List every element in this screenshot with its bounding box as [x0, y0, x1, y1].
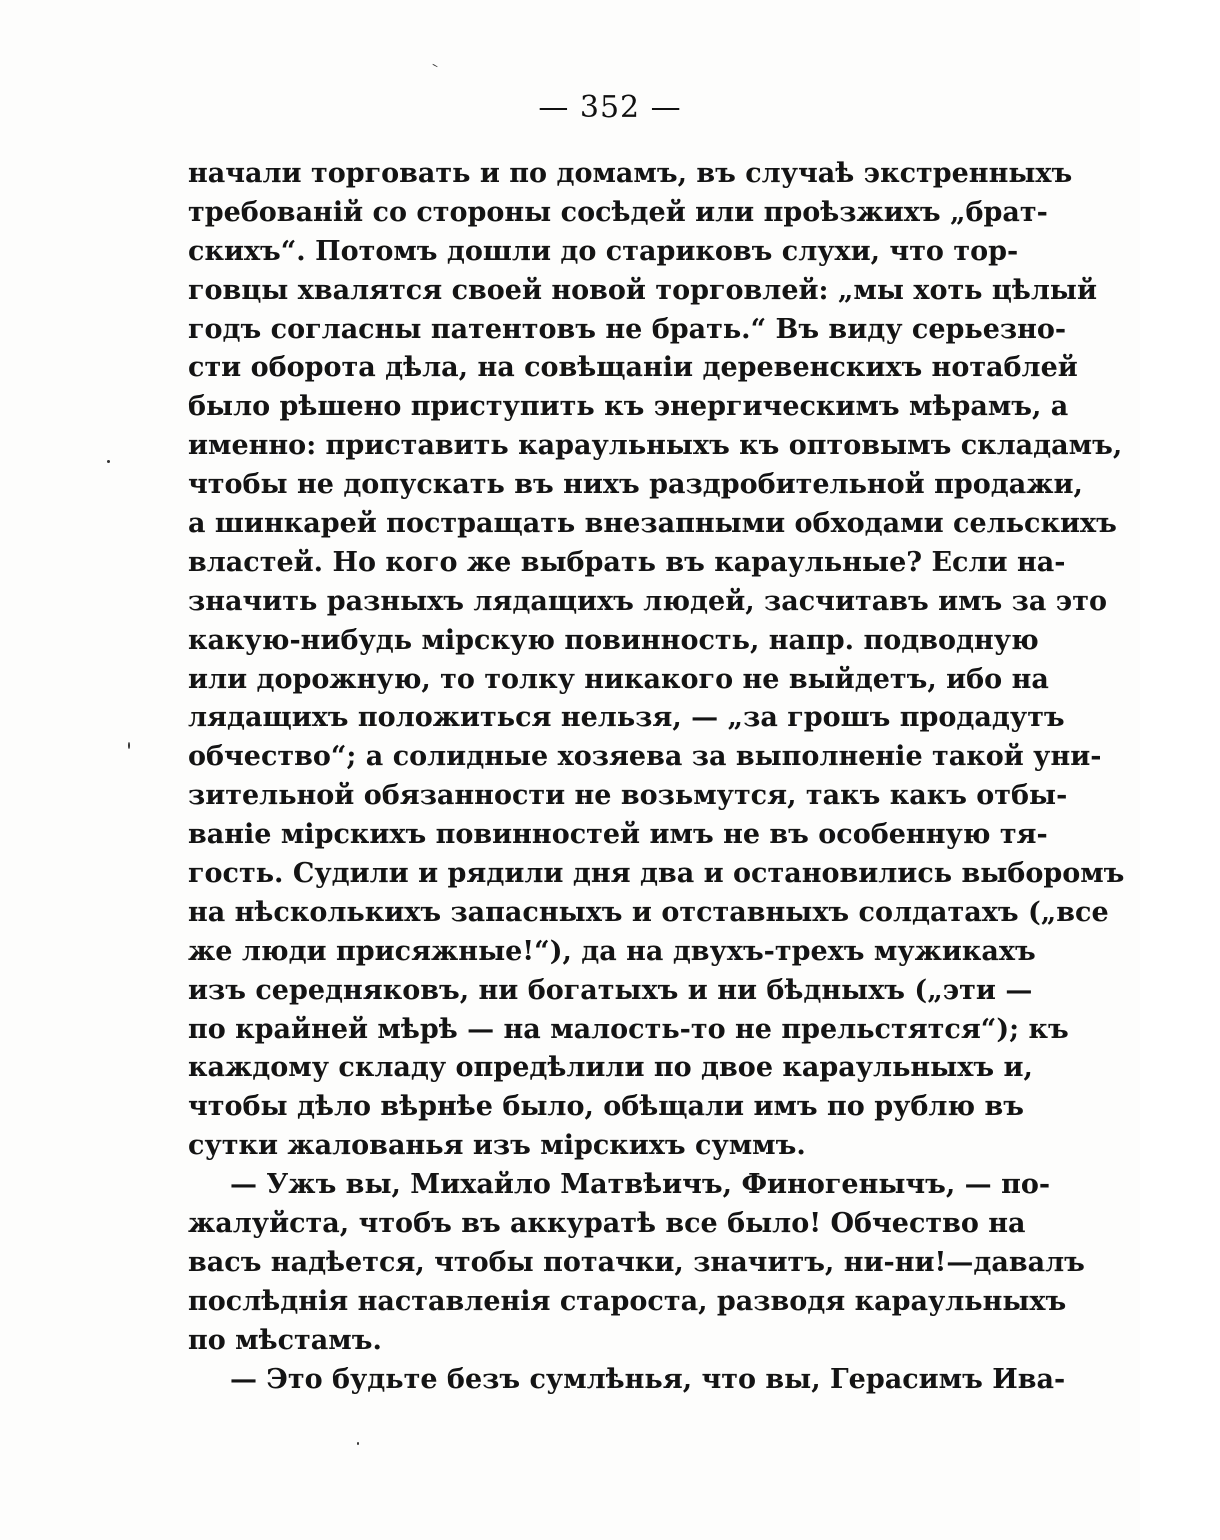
text-line: властей. Но кого же выбрать въ караульные? Если на-: [188, 546, 1066, 578]
text-line: изъ середняковъ, ни богатыхъ и ни бѣдныхъ („эти —: [188, 974, 1033, 1006]
text-line: каждому складу опредѣлили по двое караульныхъ и,: [188, 1052, 1033, 1084]
text-line: по крайней мѣрѣ — на малость-то не прельстятся“); къ: [188, 1013, 1069, 1045]
text-line: по мѣстамъ.: [188, 1324, 382, 1356]
text-line: чтобы не допускать въ нихъ раздробительной продажи,: [188, 469, 1083, 501]
text-line: сти оборота дѣла, на совѣщаніи деревенскихъ нотаблей: [188, 352, 1078, 384]
text-line: васъ надѣется, чтобы потачки, значитъ, ни-ни!—давалъ: [188, 1246, 1085, 1278]
text-line: говцы хвалятся своей новой торговлей: „мы хоть цѣлый: [188, 274, 1097, 306]
text-line: или дорожную, то толку никакого не выйдетъ, ибо на: [188, 663, 1049, 695]
page-number: — 352 —: [538, 90, 682, 125]
text-line: ваніе мірскихъ повинностей имъ не въ особенную тя-: [188, 819, 1048, 851]
scan-speck: [107, 460, 110, 463]
text-line: было рѣшено приступить къ энергическимъ мѣрамъ, а: [188, 391, 1069, 423]
text-line: же люди присяжные!“), да на двухъ-трехъ мужикахъ: [188, 935, 1036, 967]
text-line: зительной обязанности не возьмутся, такъ какъ отбы-: [188, 780, 1068, 812]
text-line: — Это будьте безъ сумлѣнья, что вы, Герасимъ Ива-: [230, 1363, 1066, 1395]
text-line: а шинкарей постращать внезапными обходами сельскихъ: [188, 508, 1117, 540]
scan-speck: [432, 64, 438, 68]
text-line: — Ужъ вы, Михайло Матвѣичъ, Финогенычъ, — по-: [230, 1169, 1051, 1201]
text-line: какую-нибудь мірскую повинность, напр. подводную: [188, 624, 1039, 656]
text-line: на нѣсколькихъ запасныхъ и отставныхъ солдатахъ („все: [188, 896, 1109, 928]
body-text: [188, 155, 1125, 1400]
text-line: гость. Судили и рядили дня два и остановились выборомъ: [188, 858, 1125, 890]
text-line: чтобы дѣло вѣрнѣе было, обѣщали имъ по рублю въ: [188, 1091, 1024, 1123]
text-line: обчество“; а солидные хозяева за выполненіе такой уни-: [188, 741, 1102, 773]
text-line: именно: приставить караульныхъ къ оптовымъ складамъ,: [188, 430, 1123, 462]
text-line: скихъ“. Потомъ дошли до стариковъ слухи, что тор-: [188, 235, 1019, 267]
text-line: лядащихъ положиться нельзя, — „за грошъ продадутъ: [188, 702, 1065, 734]
scan-speck: [357, 1442, 359, 1445]
text-line: значить разныхъ лядащихъ людей, засчитавъ имъ за это: [188, 585, 1107, 617]
scan-speck: [128, 742, 130, 749]
text-line: послѣднія наставленія староста, разводя караульныхъ: [188, 1285, 1067, 1317]
text-line: требованій со стороны сосѣдей или проѣзжихъ „брат-: [188, 196, 1048, 228]
text-line: годъ согласны патентовъ не брать.“ Въ виду серьезно-: [188, 313, 1067, 345]
text-line: сутки жалованья изъ мірскихъ суммъ.: [188, 1130, 806, 1162]
text-line: жалуйста, чтобъ въ аккуратѣ все было! Обчество на: [188, 1208, 1026, 1240]
text-line: начали торговать и по домамъ, въ случаѣ экстренныхъ: [188, 158, 1073, 189]
